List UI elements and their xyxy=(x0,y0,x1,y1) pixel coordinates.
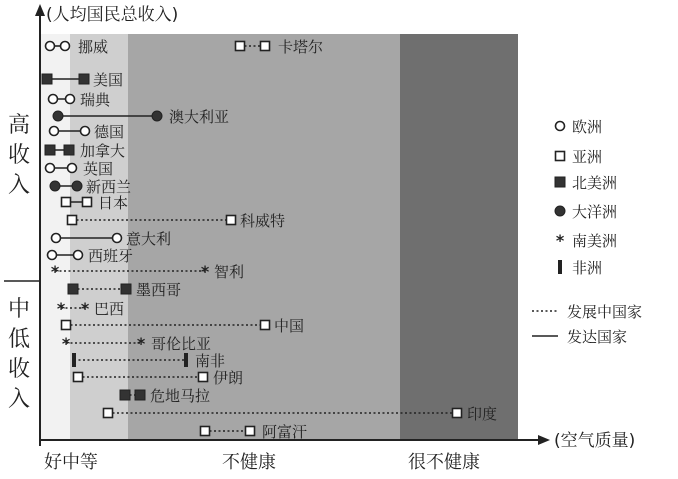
country-22-marker-start xyxy=(201,427,210,436)
income-group-0-char-2: 入 xyxy=(8,173,31,198)
country-19-marker-end xyxy=(199,373,208,382)
y-axis-arrow xyxy=(35,4,45,16)
country-6-marker-start xyxy=(45,145,55,155)
income-group-1-char-2: 收 xyxy=(8,357,31,382)
income-group-1-char-0: 中 xyxy=(8,297,31,322)
x-axis-title: (空气质量) xyxy=(554,431,636,451)
legend-label-north_america: 北美洲 xyxy=(572,174,618,192)
country-7-marker-end xyxy=(68,164,77,173)
country-5-marker-start xyxy=(50,127,59,136)
country-9-marker-start xyxy=(62,198,71,207)
country-10-label: 科威特 xyxy=(240,212,286,230)
country-11-label: 意大利 xyxy=(126,230,172,248)
x-zone-label-1: 不健康 xyxy=(222,452,276,473)
country-9-marker-end xyxy=(83,198,92,207)
income-group-1-char-1: 低 xyxy=(8,327,31,352)
country-13-marker-start: * xyxy=(50,262,60,281)
country-8-label: 新西兰 xyxy=(86,178,132,196)
x-zone-label-2: 很不健康 xyxy=(408,452,480,473)
legend-marker-europe xyxy=(556,122,565,131)
country-14-marker-start xyxy=(68,284,78,294)
country-20-marker-start xyxy=(120,390,130,400)
legend-marker-north_america xyxy=(555,177,565,187)
legend-label-asia: 亚洲 xyxy=(572,148,603,166)
country-12-marker-end xyxy=(74,251,83,260)
country-18-marker-end xyxy=(184,353,188,367)
country-14-label: 墨西哥 xyxy=(136,281,182,299)
country-11-marker-start xyxy=(52,234,61,243)
income-group-0-char-0: 高 xyxy=(8,113,31,138)
country-8-marker-start xyxy=(50,181,60,191)
country-15-label: 巴西 xyxy=(94,300,125,318)
legend-label-africa: 非洲 xyxy=(572,259,603,277)
legend-marker-south_america: * xyxy=(555,231,565,250)
country-6-marker-end xyxy=(64,145,74,155)
legend-line-label-developing: 发展中国家 xyxy=(567,303,643,321)
country-20-label: 危地马拉 xyxy=(150,387,211,405)
country-21-marker-start xyxy=(104,409,113,418)
country-11-marker-end xyxy=(113,234,122,243)
air-quality-zones xyxy=(40,34,518,440)
y-axis-title: (人均国民总收入) xyxy=(46,5,179,25)
country-14-marker-end xyxy=(121,284,131,294)
country-18-label: 南非 xyxy=(195,352,226,370)
legend-label-south_america: 南美洲 xyxy=(572,232,618,250)
country-15-marker-end: * xyxy=(80,299,90,318)
country-5-marker-end xyxy=(81,127,90,136)
country-4-marker-start xyxy=(53,111,63,121)
country-18-marker-start xyxy=(72,353,76,367)
country-17-marker-start: * xyxy=(61,334,71,353)
zone-very-unhealthy xyxy=(400,34,518,440)
country-19-marker-start xyxy=(74,373,83,382)
country-15-marker-start: * xyxy=(56,299,66,318)
country-3-marker-end xyxy=(66,95,75,104)
x-axis-arrow xyxy=(538,435,550,445)
country-10-marker-start xyxy=(68,216,77,225)
country-22-marker-end xyxy=(246,427,255,436)
country-13-marker-end: * xyxy=(200,262,210,281)
country-6-label: 加拿大 xyxy=(80,142,126,160)
country-13-label: 智利 xyxy=(214,263,245,281)
country-16-label: 中国 xyxy=(274,317,305,335)
legend-marker-asia xyxy=(556,152,565,161)
legend xyxy=(532,118,642,346)
country-5-label: 德国 xyxy=(94,123,125,141)
x-zone-labels xyxy=(44,452,480,473)
legend-marker-oceania xyxy=(555,206,565,216)
income-group-1-char-3: 入 xyxy=(8,387,31,412)
country-2-label: 美国 xyxy=(93,71,124,89)
country-17-marker-end: * xyxy=(136,334,146,353)
country-7-label: 英国 xyxy=(83,160,114,178)
country-3-marker-start xyxy=(49,95,58,104)
country-22-label: 阿富汗 xyxy=(262,423,308,441)
country-10-marker-end xyxy=(227,216,236,225)
legend-marker-africa xyxy=(558,260,562,274)
legend-label-oceania: 大洋洲 xyxy=(572,203,618,221)
country-16-marker-end xyxy=(261,321,270,330)
country-9-label: 日本 xyxy=(98,194,129,212)
country-21-label: 印度 xyxy=(467,405,498,423)
country-1-marker-start xyxy=(236,42,245,51)
country-4-label: 澳大利亚 xyxy=(169,108,230,126)
legend-label-europe: 欧洲 xyxy=(572,118,603,136)
country-21-marker-end xyxy=(453,409,462,418)
income-group-0-char-1: 收 xyxy=(8,143,31,168)
country-1-label: 卡塔尔 xyxy=(278,38,324,56)
country-2-marker-start xyxy=(42,74,52,84)
country-7-marker-start xyxy=(46,164,55,173)
country-0-marker-end xyxy=(61,42,70,51)
country-3-label: 瑞典 xyxy=(80,91,111,109)
country-20-marker-end xyxy=(135,390,145,400)
country-8-marker-end xyxy=(72,181,82,191)
country-1-marker-end xyxy=(261,42,270,51)
country-4-marker-end xyxy=(152,111,162,121)
country-0-marker-start xyxy=(46,42,55,51)
country-17-label: 哥伦比亚 xyxy=(151,335,212,353)
country-2-marker-end xyxy=(79,74,89,84)
country-12-label: 西班牙 xyxy=(88,247,134,265)
country-12-marker-start xyxy=(48,251,57,260)
country-16-marker-start xyxy=(62,321,71,330)
income-group-labels xyxy=(8,113,30,412)
legend-line-label-developed: 发达国家 xyxy=(567,328,628,346)
country-0-label: 挪威 xyxy=(78,38,109,56)
x-zone-label-0: 好中等 xyxy=(44,452,98,473)
country-19-label: 伊朗 xyxy=(213,369,244,387)
